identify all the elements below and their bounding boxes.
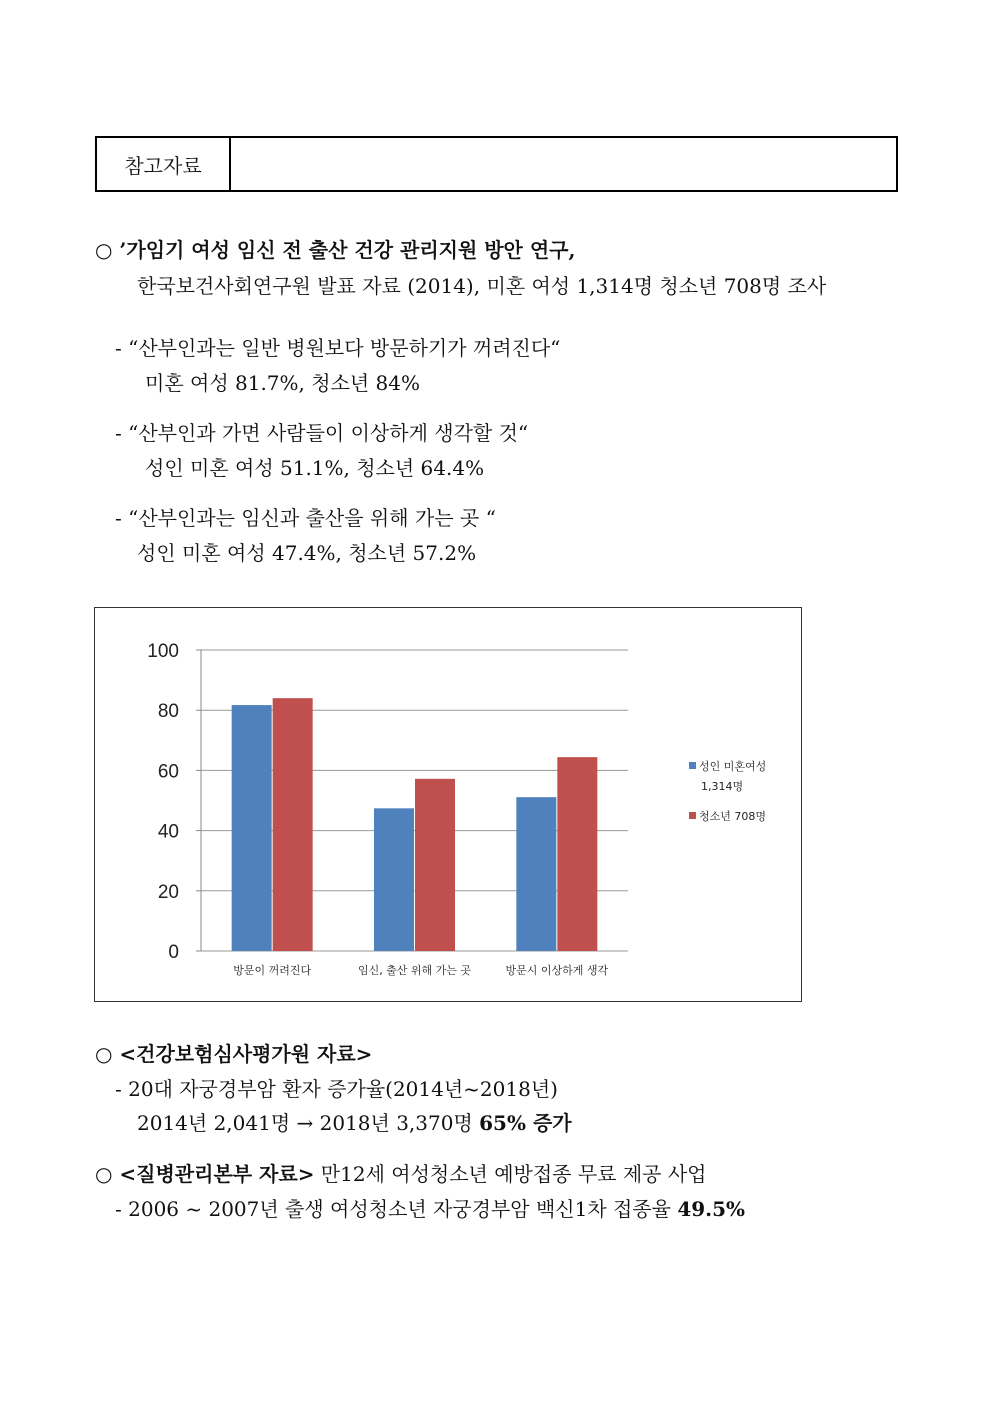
- section3-title-rest: 만12세 여성청소년 예방접종 무료 제공 사업: [314, 1162, 707, 1186]
- quote-3: - “산부인과는 임신과 출산을 위해 가는 곳 “: [115, 506, 496, 530]
- section3-line1-highlight: 49.5%: [677, 1197, 746, 1221]
- section2-title: ○ <건강보험심사평가원 자료>: [95, 1042, 373, 1066]
- section2-line2: [137, 1107, 572, 1136]
- section3-line1-text: - 2006 ~ 2007년 출생 여성청소년 자궁경부암 백신1차 접종율: [115, 1197, 678, 1221]
- bar: [557, 757, 597, 951]
- quote-1: - “산부인과는 일반 병원보다 방문하기가 꺼려진다“: [115, 336, 561, 360]
- legend-label: 1,314명: [701, 780, 744, 793]
- section3-line1: [115, 1193, 745, 1222]
- y-tick-label: 0: [168, 942, 179, 963]
- section2-line1: - 20대 자궁경부암 환자 증가율(2014년~2018년): [115, 1077, 558, 1101]
- y-tick-label: 20: [157, 881, 179, 903]
- reference-header-box: [95, 136, 898, 192]
- legend-swatch: [689, 762, 696, 769]
- reference-label: 참고자료: [97, 138, 231, 190]
- y-tick-label: 80: [157, 701, 179, 723]
- quote-1-detail: 미혼 여성 81.7%, 청소년 84%: [145, 371, 421, 395]
- bar: [374, 808, 414, 951]
- bar: [273, 698, 313, 951]
- survey-bar-chart: [94, 607, 802, 1002]
- quote-3-detail: 성인 미혼 여성 47.4%, 청소년 57.2%: [137, 541, 477, 565]
- y-tick-label: 100: [147, 641, 179, 662]
- chart-canvas: [95, 608, 801, 1001]
- quote-2-detail: 성인 미혼 여성 51.1%, 청소년 64.4%: [145, 456, 485, 480]
- quote-2: - “산부인과 가면 사람들이 이상하게 생각할 것“: [115, 421, 529, 445]
- y-tick-label: 60: [157, 761, 179, 783]
- bar: [232, 705, 272, 951]
- legend-label: 청소년 708명: [699, 810, 766, 823]
- y-tick-label: 40: [157, 821, 179, 843]
- section3-title-bold: ○ <질병관리본부 자료>: [95, 1162, 315, 1186]
- x-category-label: 방문이 꺼려진다: [233, 964, 312, 977]
- legend-label: 성인 미혼여성: [699, 760, 767, 773]
- bar: [415, 779, 455, 951]
- x-category-label: 방문시 이상하게 생각: [505, 964, 609, 977]
- section2-line2-text: 2014년 2,041명 → 2018년 3,370명: [137, 1111, 480, 1135]
- x-category-label: 임신, 출산 위해 가는 곳: [357, 964, 472, 977]
- bar: [516, 797, 556, 951]
- section1-subtitle: 한국보건사회연구원 발표 자료 (2014), 미혼 여성 1,314명 청소년 708명 조사: [137, 274, 827, 298]
- section3-title: [95, 1158, 707, 1187]
- section2-line2-highlight: 65% 증가: [479, 1111, 572, 1135]
- section1-title: ○ ’가임기 여성 임신 전 출산 건강 관리지원 방안 연구,: [95, 238, 576, 262]
- legend-swatch: [689, 812, 696, 819]
